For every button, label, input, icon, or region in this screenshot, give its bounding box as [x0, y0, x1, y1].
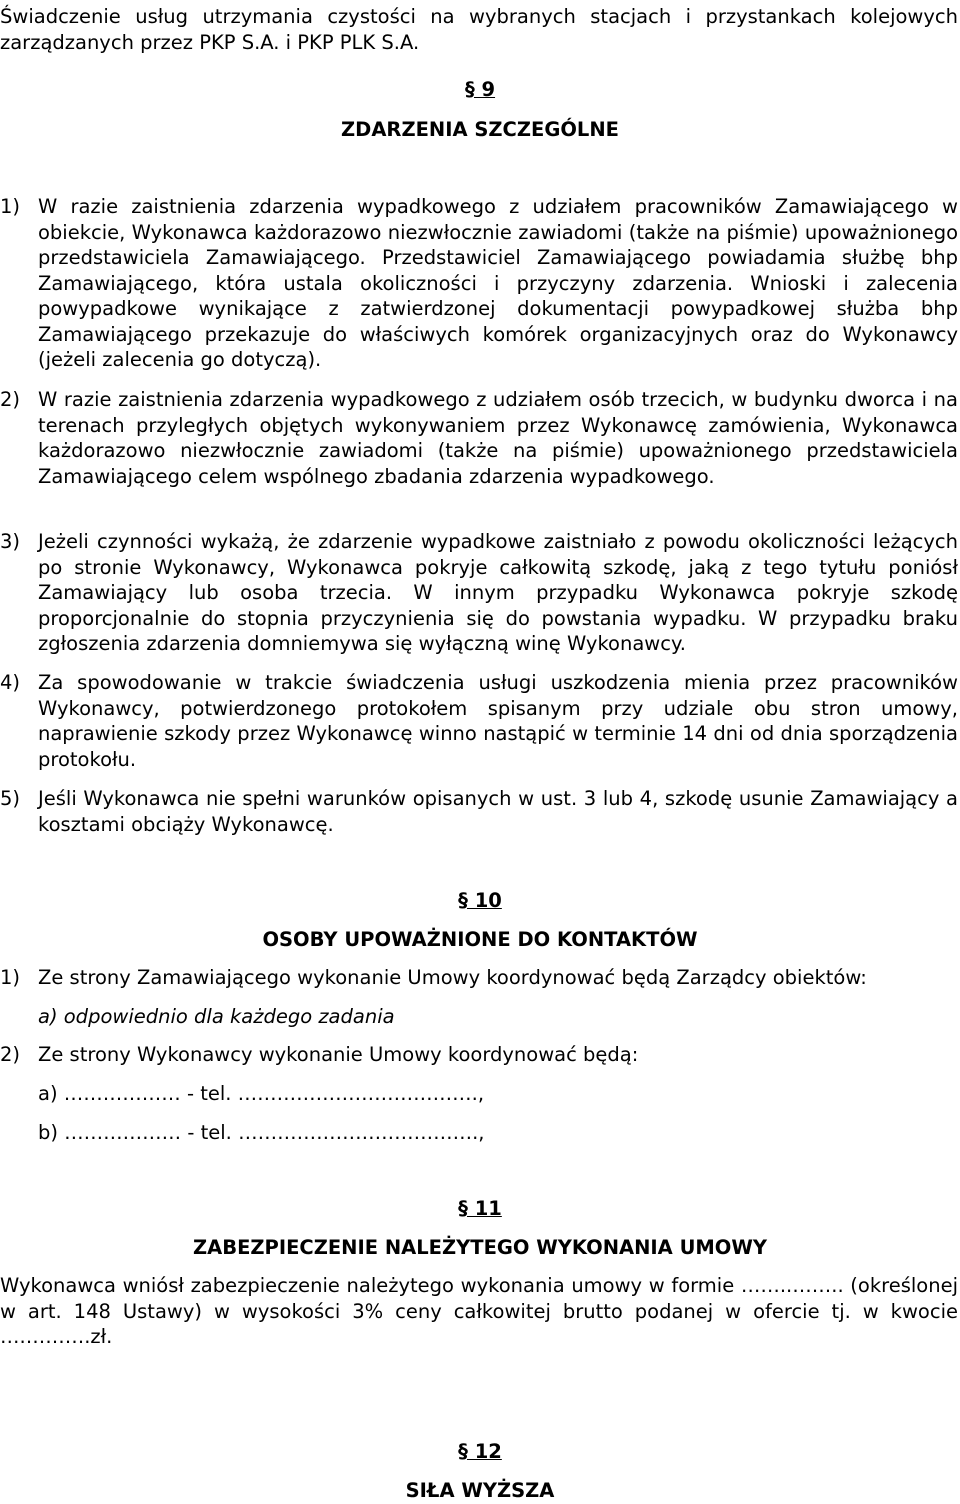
section-9-title: ZDARZENIA SZCZEGÓLNE	[341, 118, 619, 141]
s9-item-2-text: W razie zaistnienia zdarzenia wypadkowego z udziałem osób trzecich, w budynku dworca i na terenach przyległych objętych wykonywaniem przez Wykonawcę zamówienia, Wykonawca każdorazowo niezwłocznie zawiadomi (także na piśmie) upoważnionego przedstawiciela Zamawiającego celem wspólnego zbadania zdarzenia wypadkowego.	[38, 388, 958, 488]
s11-paragraph: Wykonawca wniósł zabezpieczenie należytego wykonania umowy w formie ……..…….. (określonej w art. 148 Ustawy) w wysokości 3% ceny całkowitej brutto podanej w ofercie tj. w kwocie ….……….zł.	[0, 1274, 958, 1348]
s10-item-1a: a) odpowiednio dla każdego zadania	[38, 1005, 395, 1028]
s10-item-2-number: 2)	[0, 1043, 21, 1066]
section-11-title: ZABEZPIECZENIE NALEŻYTEGO WYKONANIA UMOWY	[192, 1236, 768, 1259]
s9-item-3-number: 3)	[0, 530, 21, 553]
section-11-number: § 11	[458, 1197, 502, 1220]
section-12-title: SIŁA WYŻSZA	[405, 1479, 555, 1502]
s10-item-2b: b) ……………… - tel. ……………………………….,	[38, 1121, 485, 1144]
s10-item-2-text: Ze strony Wykonawcy wykonanie Umowy koordynować będą:	[38, 1043, 639, 1066]
section-10-title: OSOBY UPOWAŻNIONE DO KONTAKTÓW	[262, 928, 698, 951]
s9-item-4-text: Za spowodowanie w trakcie świadczenia usługi uszkodzenia mienia przez pracowników Wykonawcy, potwierdzonego protokołem spisanym przy udziale obu stron umowy, naprawienie szkody przez Wykonawcę winno nastąpić w terminie 14 dni od dnia sporządzenia protokołu.	[38, 671, 958, 771]
s9-item-1	[0, 194, 958, 373]
s9-item-2	[0, 387, 958, 489]
section-9-number: § 9	[464, 78, 496, 101]
s10-item-2	[0, 1042, 958, 1068]
s10-item-2a: a) ……………… - tel. ……………………………….,	[38, 1082, 485, 1105]
s9-item-2-number: 2)	[0, 388, 21, 411]
s9-item-5	[0, 786, 958, 837]
s9-item-3	[0, 529, 958, 657]
s9-item-3-text: Jeżeli czynności wykażą, że zdarzenie wypadkowe zaistniało z powodu okoliczności leżących po stronie Wykonawcy, Wykonawca pokryje całkowitą szkodę, jaką z tego tytułu poniósł Zamawiający lub osoba trzecia. W innym przypadku Wykonawca pokryje szkodę proporcjonalnie do stopnia przyczynienia się do powstania wypadku. W przypadku braku zgłoszenia zdarzenia domniemywa się wyłączną winę Wykonawcy.	[38, 530, 958, 655]
s10-item-1	[0, 965, 958, 991]
s9-item-4	[0, 670, 958, 772]
s9-item-5-number: 5)	[0, 787, 21, 810]
s10-item-1-number: 1)	[0, 966, 21, 989]
s9-item-1-number: 1)	[0, 195, 21, 218]
section-12-number: § 12	[458, 1440, 502, 1463]
section-10-number: § 10	[458, 889, 502, 912]
s9-item-4-number: 4)	[0, 671, 21, 694]
s9-item-5-text: Jeśli Wykonawca nie spełni warunków opisanych w ust. 3 lub 4, szkodę usunie Zamawiający a kosztami obciąży Wykonawcę.	[38, 787, 958, 836]
s10-item-1-text: Ze strony Zamawiającego wykonanie Umowy koordynować będą Zarządcy obiektów:	[38, 966, 867, 989]
s9-item-1-text: W razie zaistnienia zdarzenia wypadkowego z udziałem pracowników Zamawiającego w obiekcie, Wykonawca każdorazowo niezwłocznie zawiadomi (także na piśmie) upoważnionego przedstawiciela Zamawiającego. Przedstawiciel Zamawiającego powiadamia służbę bhp Zamawiającego, która ustala okoliczności i przyczyny zdarzenia. Wnioski i zalecenia powypadkowe wynikające z zatwierdzonej dokumentacji powypadkowej służba bhp Zamawiającego przekazuje do właściwych komórek organizacyjnych oraz do Wykonawcy (jeżeli zalecenia go dotyczą).	[38, 195, 958, 371]
document-header: Świadczenie usług utrzymania czystości na wybranych stacjach i przystankach kolejowych zarządzanych przez PKP S.A. i PKP PLK S.A.	[0, 5, 958, 54]
